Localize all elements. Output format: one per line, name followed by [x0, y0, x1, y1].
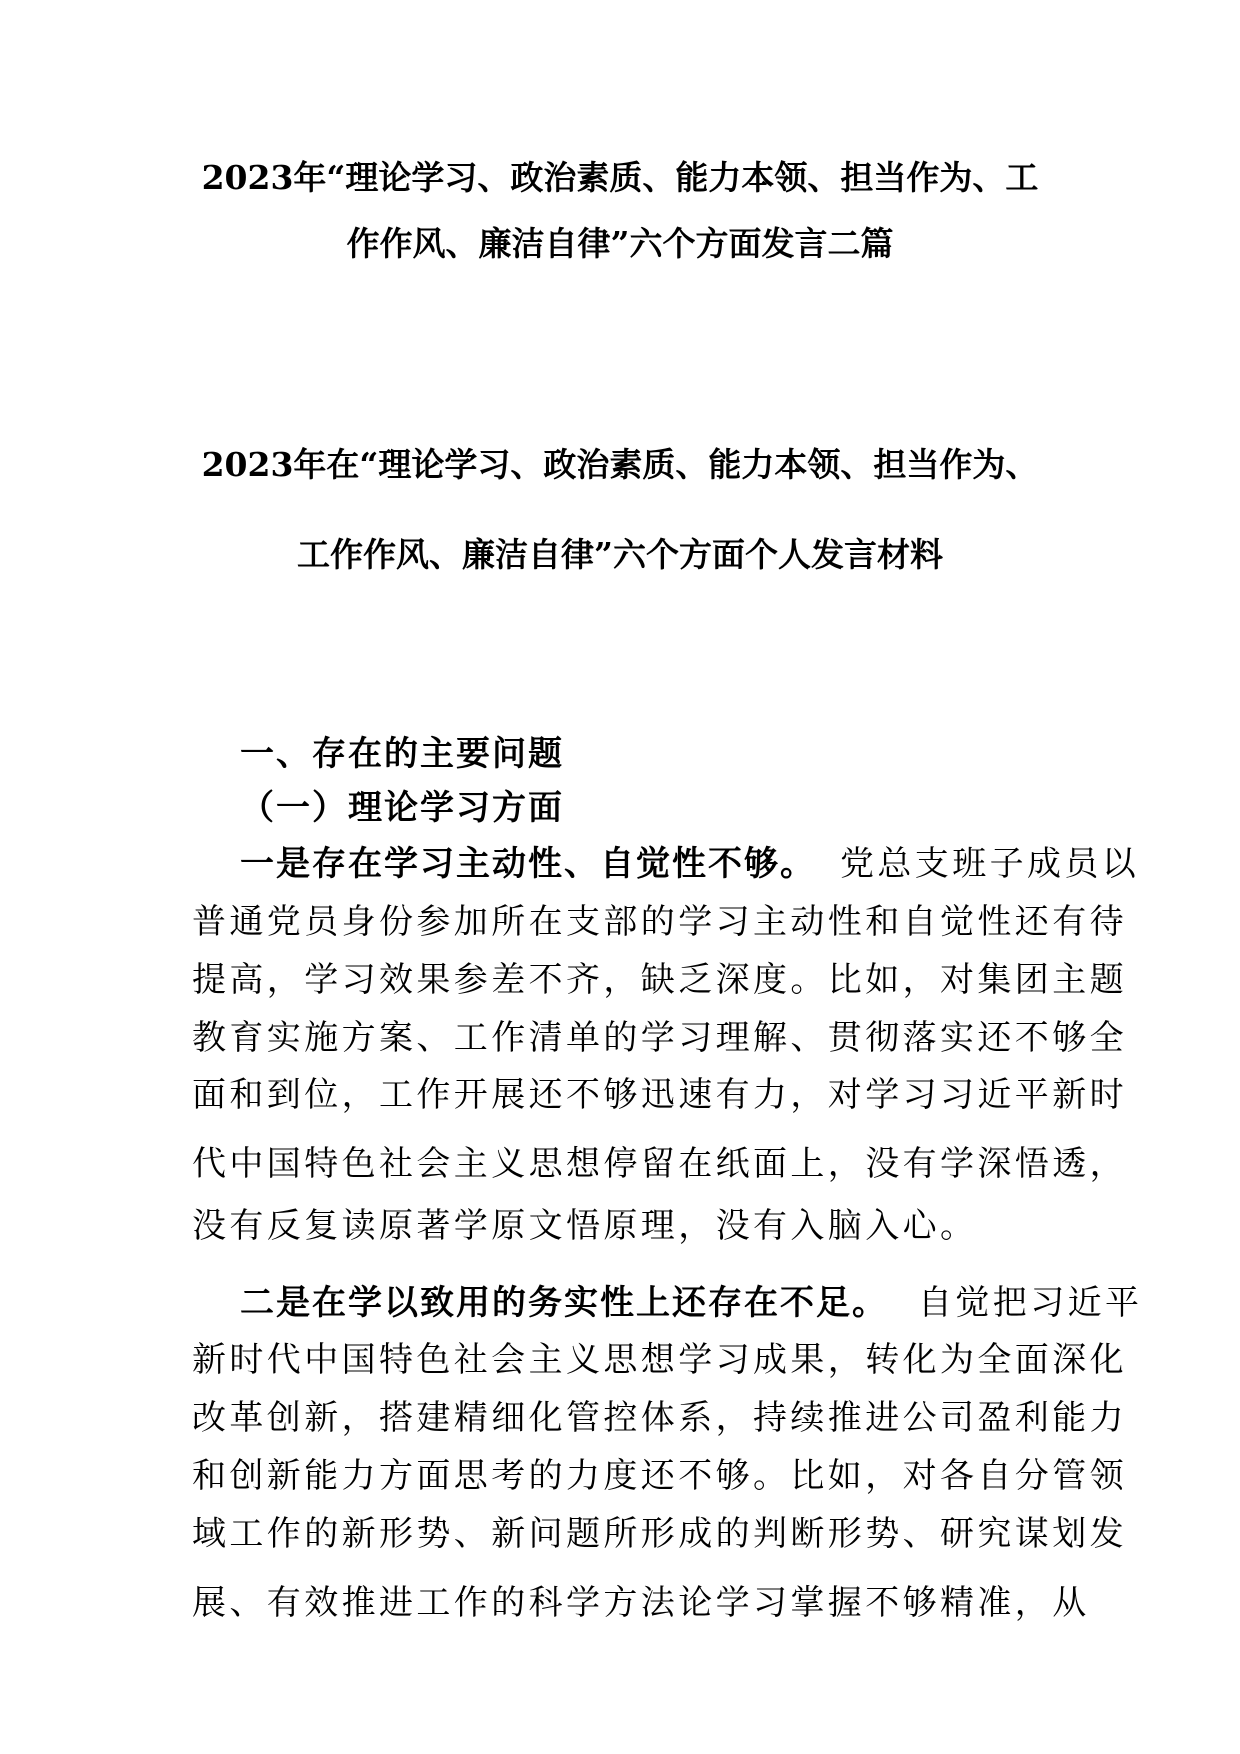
- paragraph-1-line: 没有反复读原著学原文悟原理，没有入脑入心。: [192, 1206, 978, 1246]
- paragraph-1-line: 代中国特色社会主义思想停留在纸面上，没有学深悟透，: [192, 1144, 1127, 1184]
- paragraph-2-line: 新时代中国特色社会主义思想学习成果，转化为全面深化: [192, 1340, 1127, 1380]
- paragraph-2-first-line: [240, 1283, 1142, 1323]
- paragraph-2-line: 展、有效推进工作的科学方法论学习掌握不够精准，从: [192, 1583, 1090, 1623]
- paragraph-1-line: 面和到位，工作开展还不够迅速有力，对学习习近平新时: [192, 1075, 1127, 1115]
- section-heading: 一、存在的主要问题: [240, 734, 564, 774]
- paragraph-2-line: 改革创新，搭建精细化管控体系，持续推进公司盈利能力: [192, 1398, 1127, 1438]
- paragraph-1-lead: 一是存在学习主动性、自觉性不够。: [240, 844, 816, 884]
- paragraph-1-first-line: [240, 844, 1139, 884]
- paragraph-1-first-rest: 党总支班子成员以: [840, 844, 1140, 884]
- section-subheading: （一）理论学习方面: [240, 788, 564, 828]
- paragraph-2-lead: 二是在学以致用的务实性上还存在不足。: [240, 1283, 888, 1323]
- paragraph-1-line: 提高，学习效果参差不齐，缺乏深度。比如，对集团主题: [192, 960, 1127, 1000]
- paragraph-1-line: 普通党员身份参加所在支部的学习主动性和自觉性还有待: [192, 902, 1127, 942]
- paragraph-2-line: 和创新能力方面思考的力度还不够。比如，对各自分管领: [192, 1456, 1127, 1496]
- title1-line2: 作作风、廉洁自律”六个方面发言二篇: [346, 224, 894, 263]
- title2-line2: 工作作风、廉洁自律”六个方面个人发言材料: [297, 535, 943, 574]
- title1-line1: 2023年“理论学习、政治素质、能力本领、担当作为、工: [201, 158, 1039, 197]
- paragraph-1-line: 教育实施方案、工作清单的学习理解、贯彻落实还不够全: [192, 1018, 1127, 1058]
- title2-line1: 2023年在“理论学习、政治素质、能力本领、担当作为、: [201, 445, 1039, 484]
- paragraph-2-first-rest: 自觉把习近平: [918, 1283, 1143, 1323]
- paragraph-2-line: 域工作的新形势、新问题所形成的判断形势、研究谋划发: [192, 1514, 1127, 1554]
